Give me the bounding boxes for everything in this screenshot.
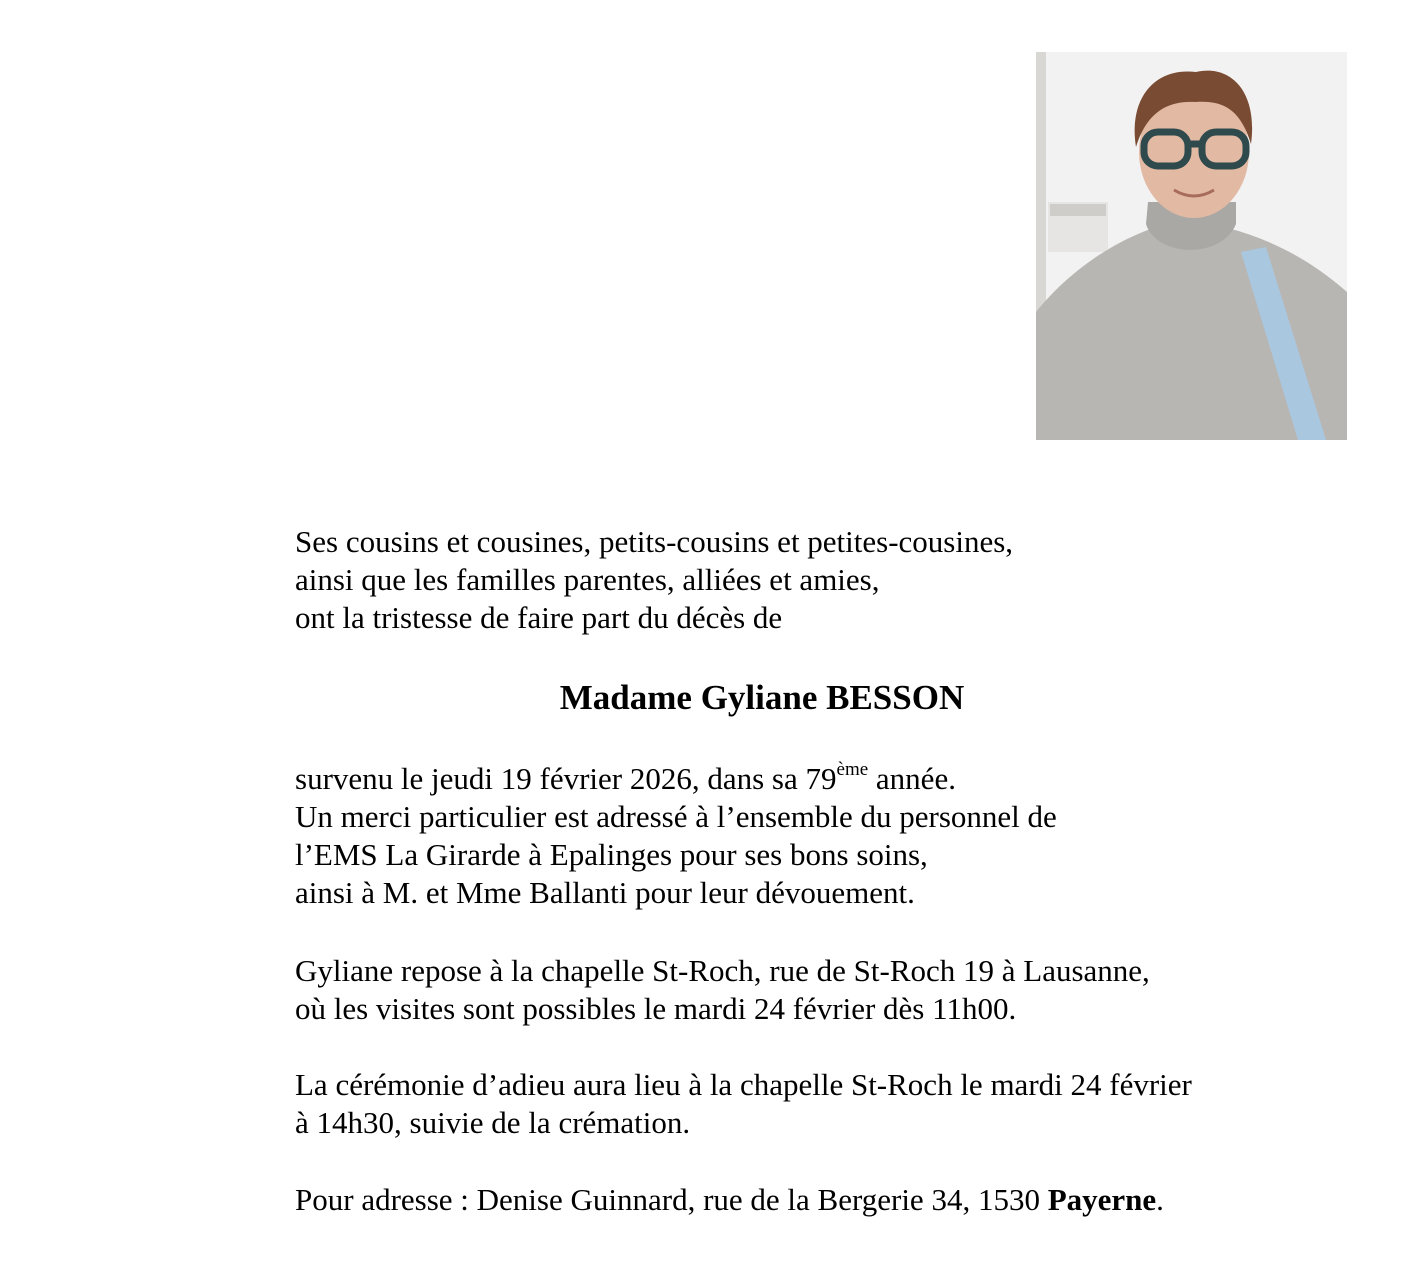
intro-paragraph (295, 523, 1013, 637)
address-paragraph (295, 1181, 1164, 1219)
details-date-text: survenu le jeudi 19 février 2026, dans sa 79 (295, 761, 837, 796)
details-year-text: année. (868, 761, 956, 796)
intro-line-3: ont la tristesse de faire part du décès de (295, 600, 783, 635)
address-city: Payerne (1047, 1182, 1157, 1217)
address-suffix: . (1156, 1182, 1164, 1217)
rest-line-2: où les visites sont possibles le mardi 24 février dès 11h00. (295, 991, 1017, 1026)
deceased-name: Madame Gyliane BESSON (559, 678, 965, 717)
details-line-3: l’EMS La Girarde à Epalinges pour ses bons soins, (295, 837, 928, 872)
details-line-2: Un merci particulier est adressé à l’ensemble du personnel de (295, 799, 1057, 834)
ceremony-line-1: La cérémonie d’adieu aura lieu à la chapelle St-Roch le mardi 24 février (295, 1067, 1192, 1102)
portrait-icon (1036, 52, 1347, 440)
ceremony-line-2: à 14h30, suivie de la crémation. (295, 1105, 691, 1140)
details-line-1 (295, 760, 1057, 798)
address-prefix: Pour adresse : Denise Guinnard, rue de la Bergerie 34, 1530 (295, 1182, 1048, 1217)
ceremony-paragraph (295, 1066, 1192, 1142)
rest-line-1: Gyliane repose à la chapelle St-Roch, rue de St-Roch 19 à Lausanne, (295, 953, 1150, 988)
ordinal-suffix: ème (836, 758, 869, 780)
intro-line-2: ainsi que les familles parentes, alliées et amies, (295, 562, 880, 597)
intro-line-1: Ses cousins et cousines, petits-cousins et petites-cousines, (295, 524, 1014, 559)
portrait-photo (1036, 52, 1347, 440)
details-line-4: ainsi à M. et Mme Ballanti pour leur dévouement. (295, 875, 915, 910)
details-paragraph (295, 760, 1057, 912)
rest-paragraph (295, 952, 1150, 1028)
